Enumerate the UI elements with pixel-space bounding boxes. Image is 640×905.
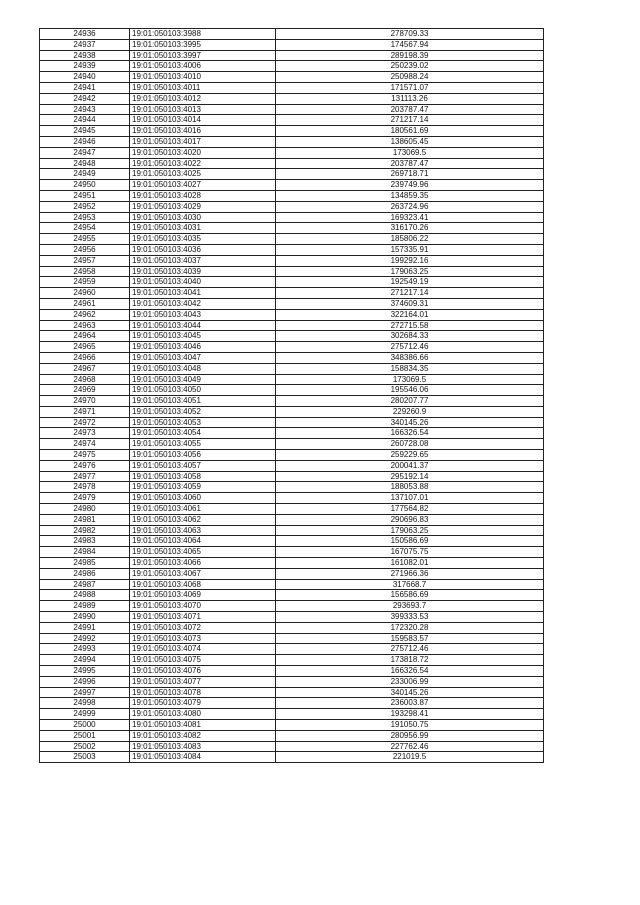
cadastral-value-cell: 302684.33 xyxy=(276,331,544,342)
cadastral-value-cell: 236003.87 xyxy=(276,698,544,709)
row-number-cell: 24947 xyxy=(40,147,130,158)
cadastral-number-cell: 19:01:050103:4040 xyxy=(130,277,276,288)
row-number-cell: 24999 xyxy=(40,709,130,720)
cadastral-number-cell: 19:01:050103:4072 xyxy=(130,622,276,633)
cadastral-value-cell: 138605.45 xyxy=(276,136,544,147)
row-number-cell: 24936 xyxy=(40,29,130,40)
cadastral-value-cell: 340145.26 xyxy=(276,687,544,698)
cadastral-value-cell: 221019.5 xyxy=(276,752,544,763)
table-row xyxy=(40,655,544,666)
table-row xyxy=(40,244,544,255)
table-row xyxy=(40,741,544,752)
cadastral-value-cell: 316170.26 xyxy=(276,223,544,234)
cadastral-number-cell: 19:01:050103:4039 xyxy=(130,266,276,277)
table-row xyxy=(40,180,544,191)
cadastral-number-cell: 19:01:050103:4075 xyxy=(130,655,276,666)
cadastral-value-cell: 185806.22 xyxy=(276,234,544,245)
table-body xyxy=(40,29,544,763)
cadastral-value-cell: 169323.41 xyxy=(276,212,544,223)
cadastral-number-cell: 19:01:050103:4046 xyxy=(130,342,276,353)
cadastral-number-cell: 19:01:050103:4042 xyxy=(130,298,276,309)
cadastral-value-cell: 271966.36 xyxy=(276,568,544,579)
table-row xyxy=(40,633,544,644)
row-number-cell: 24950 xyxy=(40,180,130,191)
cadastral-value-cell: 271217.14 xyxy=(276,288,544,299)
table-row xyxy=(40,504,544,515)
row-number-cell: 24982 xyxy=(40,525,130,536)
table-row xyxy=(40,147,544,158)
table-row xyxy=(40,590,544,601)
table-row xyxy=(40,428,544,439)
table-row xyxy=(40,698,544,709)
cadastral-value-cell: 173069.5 xyxy=(276,374,544,385)
cadastral-number-cell: 19:01:050103:4050 xyxy=(130,385,276,396)
table-row xyxy=(40,72,544,83)
row-number-cell: 24967 xyxy=(40,363,130,374)
table-row xyxy=(40,201,544,212)
cadastral-value-cell: 290696.83 xyxy=(276,514,544,525)
cadastral-number-cell: 19:01:050103:4067 xyxy=(130,568,276,579)
table-row xyxy=(40,493,544,504)
cadastral-number-cell: 19:01:050103:4064 xyxy=(130,536,276,547)
cadastral-number-cell: 19:01:050103:4063 xyxy=(130,525,276,536)
table-row xyxy=(40,50,544,61)
cadastral-value-cell: 179063.25 xyxy=(276,525,544,536)
cadastral-value-cell: 348386.66 xyxy=(276,352,544,363)
table-row xyxy=(40,320,544,331)
cadastral-number-cell: 19:01:050103:4061 xyxy=(130,504,276,515)
cadastral-number-cell: 19:01:050103:3997 xyxy=(130,50,276,61)
cadastral-value-cell: 177564.82 xyxy=(276,504,544,515)
row-number-cell: 25002 xyxy=(40,741,130,752)
cadastral-value-cell: 269718.71 xyxy=(276,169,544,180)
cadastral-value-cell: 271217.14 xyxy=(276,115,544,126)
cadastral-number-cell: 19:01:050103:4017 xyxy=(130,136,276,147)
cadastral-value-cell: 260728.08 xyxy=(276,439,544,450)
table-row xyxy=(40,525,544,536)
table-row xyxy=(40,720,544,731)
cadastral-value-cell: 275712.46 xyxy=(276,342,544,353)
row-number-cell: 25001 xyxy=(40,730,130,741)
table-row xyxy=(40,169,544,180)
cadastral-value-cell: 171571.07 xyxy=(276,82,544,93)
cadastral-value-cell: 199292.16 xyxy=(276,255,544,266)
cadastral-number-cell: 19:01:050103:4077 xyxy=(130,676,276,687)
cadastral-value-cell: 289198.39 xyxy=(276,50,544,61)
cadastral-value-cell: 203787.47 xyxy=(276,158,544,169)
table-row xyxy=(40,190,544,201)
cadastral-value-cell: 295192.14 xyxy=(276,471,544,482)
row-number-cell: 24976 xyxy=(40,460,130,471)
cadastral-number-cell: 19:01:050103:4045 xyxy=(130,331,276,342)
row-number-cell: 24945 xyxy=(40,126,130,137)
row-number-cell: 24951 xyxy=(40,190,130,201)
cadastral-value-cell: 233006.99 xyxy=(276,676,544,687)
table-row xyxy=(40,298,544,309)
row-number-cell: 24937 xyxy=(40,39,130,50)
cadastral-value-cell: 317668.7 xyxy=(276,579,544,590)
row-number-cell: 24981 xyxy=(40,514,130,525)
cadastral-value-cell: 280956.99 xyxy=(276,730,544,741)
cadastral-number-cell: 19:01:050103:4048 xyxy=(130,363,276,374)
cadastral-value-cell: 374609.31 xyxy=(276,298,544,309)
cadastral-number-cell: 19:01:050103:4083 xyxy=(130,741,276,752)
table-row xyxy=(40,644,544,655)
cadastral-number-cell: 19:01:050103:4052 xyxy=(130,406,276,417)
table-row xyxy=(40,61,544,72)
cadastral-value-cell: 172320.28 xyxy=(276,622,544,633)
cadastral-value-cell: 275712.46 xyxy=(276,644,544,655)
row-number-cell: 24962 xyxy=(40,309,130,320)
table-row xyxy=(40,266,544,277)
row-number-cell: 24968 xyxy=(40,374,130,385)
table-row xyxy=(40,331,544,342)
row-number-cell: 25003 xyxy=(40,752,130,763)
row-number-cell: 24987 xyxy=(40,579,130,590)
cadastral-number-cell: 19:01:050103:4068 xyxy=(130,579,276,590)
cadastral-number-cell: 19:01:050103:4035 xyxy=(130,234,276,245)
table-row xyxy=(40,666,544,677)
cadastral-number-cell: 19:01:050103:4062 xyxy=(130,514,276,525)
cadastral-value-cell: 134859.35 xyxy=(276,190,544,201)
cadastral-value-cell: 159583.57 xyxy=(276,633,544,644)
row-number-cell: 24992 xyxy=(40,633,130,644)
row-number-cell: 24942 xyxy=(40,93,130,104)
cadastral-number-cell: 19:01:050103:4031 xyxy=(130,223,276,234)
row-number-cell: 24963 xyxy=(40,320,130,331)
row-number-cell: 24965 xyxy=(40,342,130,353)
table-row xyxy=(40,255,544,266)
row-number-cell: 24952 xyxy=(40,201,130,212)
row-number-cell: 24984 xyxy=(40,547,130,558)
cadastral-number-cell: 19:01:050103:4060 xyxy=(130,493,276,504)
row-number-cell: 24944 xyxy=(40,115,130,126)
row-number-cell: 24986 xyxy=(40,568,130,579)
table-row xyxy=(40,558,544,569)
table-row xyxy=(40,234,544,245)
table-row xyxy=(40,730,544,741)
table-row xyxy=(40,396,544,407)
cadastral-number-cell: 19:01:050103:4030 xyxy=(130,212,276,223)
row-number-cell: 24948 xyxy=(40,158,130,169)
cadastral-value-table xyxy=(39,28,544,763)
table-row xyxy=(40,450,544,461)
cadastral-number-cell: 19:01:050103:4006 xyxy=(130,61,276,72)
row-number-cell: 24971 xyxy=(40,406,130,417)
table-row xyxy=(40,136,544,147)
cadastral-value-cell: 195546.06 xyxy=(276,385,544,396)
table-row xyxy=(40,158,544,169)
row-number-cell: 24979 xyxy=(40,493,130,504)
table-row xyxy=(40,536,544,547)
cadastral-number-cell: 19:01:050103:4066 xyxy=(130,558,276,569)
cadastral-number-cell: 19:01:050103:4049 xyxy=(130,374,276,385)
cadastral-value-cell: 137107.01 xyxy=(276,493,544,504)
table-row xyxy=(40,752,544,763)
cadastral-number-cell: 19:01:050103:4073 xyxy=(130,633,276,644)
cadastral-number-cell: 19:01:050103:4065 xyxy=(130,547,276,558)
table-row xyxy=(40,39,544,50)
cadastral-value-cell: 150586.69 xyxy=(276,536,544,547)
cadastral-value-cell: 188053.88 xyxy=(276,482,544,493)
row-number-cell: 24972 xyxy=(40,417,130,428)
cadastral-number-cell: 19:01:050103:4010 xyxy=(130,72,276,83)
cadastral-value-cell: 278709.33 xyxy=(276,29,544,40)
row-number-cell: 24939 xyxy=(40,61,130,72)
table-row xyxy=(40,514,544,525)
cadastral-value-cell: 180561.69 xyxy=(276,126,544,137)
cadastral-number-cell: 19:01:050103:4025 xyxy=(130,169,276,180)
cadastral-number-cell: 19:01:050103:4056 xyxy=(130,450,276,461)
cadastral-number-cell: 19:01:050103:4029 xyxy=(130,201,276,212)
row-number-cell: 24964 xyxy=(40,331,130,342)
row-number-cell: 24977 xyxy=(40,471,130,482)
cadastral-value-cell: 340145.26 xyxy=(276,417,544,428)
cadastral-value-cell: 161082.01 xyxy=(276,558,544,569)
table-row xyxy=(40,288,544,299)
row-number-cell: 24960 xyxy=(40,288,130,299)
row-number-cell: 24943 xyxy=(40,104,130,115)
row-number-cell: 24955 xyxy=(40,234,130,245)
cadastral-value-cell: 131113.26 xyxy=(276,93,544,104)
cadastral-number-cell: 19:01:050103:4055 xyxy=(130,439,276,450)
cadastral-value-cell: 173818.72 xyxy=(276,655,544,666)
cadastral-number-cell: 19:01:050103:4059 xyxy=(130,482,276,493)
row-number-cell: 24959 xyxy=(40,277,130,288)
cadastral-number-cell: 19:01:050103:4069 xyxy=(130,590,276,601)
cadastral-number-cell: 19:01:050103:4016 xyxy=(130,126,276,137)
table-row xyxy=(40,601,544,612)
cadastral-number-cell: 19:01:050103:4022 xyxy=(130,158,276,169)
cadastral-number-cell: 19:01:050103:3988 xyxy=(130,29,276,40)
row-number-cell: 24974 xyxy=(40,439,130,450)
row-number-cell: 24988 xyxy=(40,590,130,601)
cadastral-number-cell: 19:01:050103:4012 xyxy=(130,93,276,104)
cadastral-value-cell: 166326.54 xyxy=(276,428,544,439)
table-row xyxy=(40,612,544,623)
table-row xyxy=(40,93,544,104)
cadastral-value-cell: 158834.35 xyxy=(276,363,544,374)
row-number-cell: 24978 xyxy=(40,482,130,493)
row-number-cell: 24997 xyxy=(40,687,130,698)
table-row xyxy=(40,126,544,137)
cadastral-number-cell: 19:01:050103:4084 xyxy=(130,752,276,763)
table-row xyxy=(40,352,544,363)
cadastral-value-cell: 250988.24 xyxy=(276,72,544,83)
row-number-cell: 24995 xyxy=(40,666,130,677)
cadastral-number-cell: 19:01:050103:4043 xyxy=(130,309,276,320)
table-row xyxy=(40,460,544,471)
row-number-cell: 24961 xyxy=(40,298,130,309)
table-row xyxy=(40,622,544,633)
row-number-cell: 24940 xyxy=(40,72,130,83)
table-row xyxy=(40,115,544,126)
row-number-cell: 24953 xyxy=(40,212,130,223)
cadastral-value-cell: 322164.01 xyxy=(276,309,544,320)
row-number-cell: 24938 xyxy=(40,50,130,61)
row-number-cell: 24970 xyxy=(40,396,130,407)
cadastral-number-cell: 19:01:050103:4054 xyxy=(130,428,276,439)
row-number-cell: 24991 xyxy=(40,622,130,633)
row-number-cell: 24966 xyxy=(40,352,130,363)
cadastral-number-cell: 19:01:050103:4028 xyxy=(130,190,276,201)
row-number-cell: 24949 xyxy=(40,169,130,180)
cadastral-value-cell: 193298.41 xyxy=(276,709,544,720)
table-row xyxy=(40,547,544,558)
row-number-cell: 24998 xyxy=(40,698,130,709)
cadastral-number-cell: 19:01:050103:4076 xyxy=(130,666,276,677)
table-row xyxy=(40,29,544,40)
cadastral-value-cell: 167075.75 xyxy=(276,547,544,558)
table-row xyxy=(40,363,544,374)
cadastral-number-cell: 19:01:050103:4027 xyxy=(130,180,276,191)
row-number-cell: 24958 xyxy=(40,266,130,277)
cadastral-number-cell: 19:01:050103:4044 xyxy=(130,320,276,331)
cadastral-number-cell: 19:01:050103:4041 xyxy=(130,288,276,299)
cadastral-value-cell: 156586.69 xyxy=(276,590,544,601)
cadastral-value-cell: 203787.47 xyxy=(276,104,544,115)
cadastral-number-cell: 19:01:050103:4080 xyxy=(130,709,276,720)
row-number-cell: 24990 xyxy=(40,612,130,623)
row-number-cell: 24975 xyxy=(40,450,130,461)
cadastral-number-cell: 19:01:050103:4013 xyxy=(130,104,276,115)
cadastral-number-cell: 19:01:050103:4037 xyxy=(130,255,276,266)
row-number-cell: 24973 xyxy=(40,428,130,439)
cadastral-value-cell: 192549.19 xyxy=(276,277,544,288)
cadastral-number-cell: 19:01:050103:4020 xyxy=(130,147,276,158)
row-number-cell: 24957 xyxy=(40,255,130,266)
cadastral-value-cell: 157335.91 xyxy=(276,244,544,255)
cadastral-number-cell: 19:01:050103:4078 xyxy=(130,687,276,698)
table-row xyxy=(40,676,544,687)
cadastral-value-cell: 173069.5 xyxy=(276,147,544,158)
table-row xyxy=(40,82,544,93)
row-number-cell: 24996 xyxy=(40,676,130,687)
table-row xyxy=(40,471,544,482)
table-row xyxy=(40,482,544,493)
cadastral-value-cell: 250239.02 xyxy=(276,61,544,72)
cadastral-value-cell: 179063.25 xyxy=(276,266,544,277)
cadastral-number-cell: 19:01:050103:4051 xyxy=(130,396,276,407)
cadastral-value-cell: 227762.46 xyxy=(276,741,544,752)
cadastral-value-cell: 200041.37 xyxy=(276,460,544,471)
cadastral-value-cell: 263724.96 xyxy=(276,201,544,212)
table-row xyxy=(40,579,544,590)
cadastral-value-cell: 399333.53 xyxy=(276,612,544,623)
cadastral-number-cell: 19:01:050103:4071 xyxy=(130,612,276,623)
table-row xyxy=(40,439,544,450)
table-row xyxy=(40,342,544,353)
row-number-cell: 25000 xyxy=(40,720,130,731)
table-row xyxy=(40,385,544,396)
cadastral-value-cell: 166326.54 xyxy=(276,666,544,677)
cadastral-number-cell: 19:01:050103:4079 xyxy=(130,698,276,709)
cadastral-value-cell: 174567.94 xyxy=(276,39,544,50)
row-number-cell: 24993 xyxy=(40,644,130,655)
row-number-cell: 24989 xyxy=(40,601,130,612)
row-number-cell: 24946 xyxy=(40,136,130,147)
cadastral-value-cell: 239749.96 xyxy=(276,180,544,191)
cadastral-value-cell: 229260.9 xyxy=(276,406,544,417)
table-row xyxy=(40,406,544,417)
cadastral-number-cell: 19:01:050103:4014 xyxy=(130,115,276,126)
row-number-cell: 24985 xyxy=(40,558,130,569)
table-row xyxy=(40,687,544,698)
cadastral-number-cell: 19:01:050103:4053 xyxy=(130,417,276,428)
cadastral-number-cell: 19:01:050103:4011 xyxy=(130,82,276,93)
table-row xyxy=(40,309,544,320)
cadastral-value-cell: 293693.7 xyxy=(276,601,544,612)
cadastral-value-cell: 280207.77 xyxy=(276,396,544,407)
table-row xyxy=(40,709,544,720)
row-number-cell: 24980 xyxy=(40,504,130,515)
cadastral-number-cell: 19:01:050103:4070 xyxy=(130,601,276,612)
table-row xyxy=(40,568,544,579)
table-row xyxy=(40,223,544,234)
row-number-cell: 24941 xyxy=(40,82,130,93)
cadastral-number-cell: 19:01:050103:4081 xyxy=(130,720,276,731)
cadastral-number-cell: 19:01:050103:4057 xyxy=(130,460,276,471)
cadastral-value-cell: 191050.75 xyxy=(276,720,544,731)
cadastral-number-cell: 19:01:050103:4036 xyxy=(130,244,276,255)
row-number-cell: 24983 xyxy=(40,536,130,547)
cadastral-number-cell: 19:01:050103:4082 xyxy=(130,730,276,741)
cadastral-number-cell: 19:01:050103:4058 xyxy=(130,471,276,482)
table-row xyxy=(40,104,544,115)
cadastral-number-cell: 19:01:050103:3995 xyxy=(130,39,276,50)
row-number-cell: 24954 xyxy=(40,223,130,234)
table-row xyxy=(40,374,544,385)
table-row xyxy=(40,417,544,428)
cadastral-value-cell: 259229.65 xyxy=(276,450,544,461)
table-row xyxy=(40,277,544,288)
row-number-cell: 24994 xyxy=(40,655,130,666)
row-number-cell: 24969 xyxy=(40,385,130,396)
cadastral-number-cell: 19:01:050103:4074 xyxy=(130,644,276,655)
cadastral-number-cell: 19:01:050103:4047 xyxy=(130,352,276,363)
row-number-cell: 24956 xyxy=(40,244,130,255)
cadastral-value-cell: 272715.58 xyxy=(276,320,544,331)
table-row xyxy=(40,212,544,223)
